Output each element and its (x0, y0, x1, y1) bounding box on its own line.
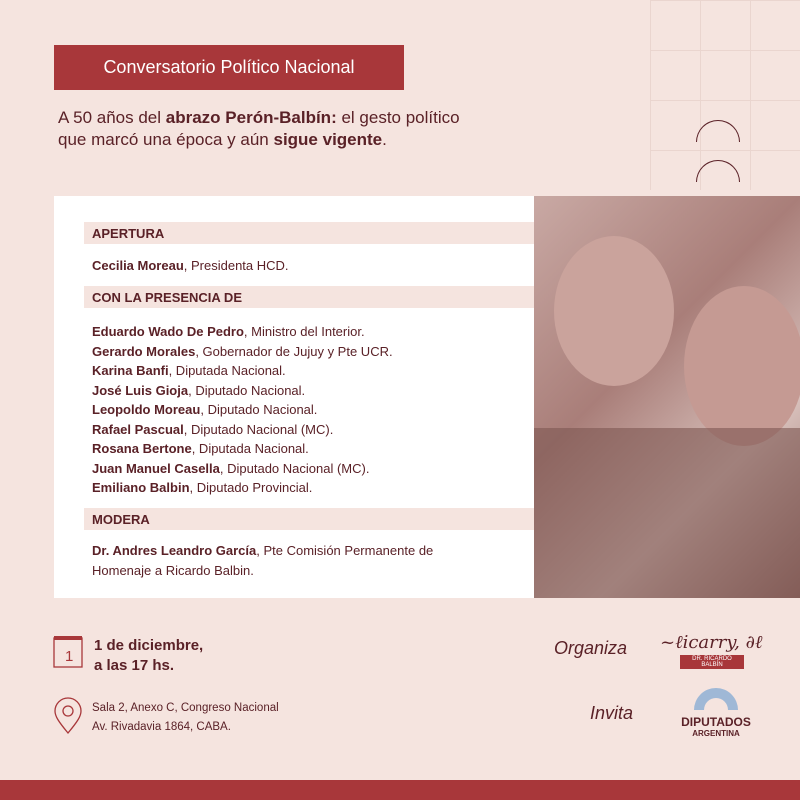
list-item: Leopoldo Moreau, Diputado Nacional. (92, 402, 318, 417)
list-item: Rafael Pascual, Diputado Nacional (MC). (92, 421, 334, 437)
event-subtitle: A 50 años del abrazo Perón-Balbín: el gesto político que marcó una época y aún sigue vigente. (58, 108, 460, 149)
event-date: 1 de diciembre, a las 17 hs. (94, 637, 204, 674)
event-title-badge: Conversatorio Político Nacional (54, 45, 404, 90)
balbin-logo: ~ℓicarry, ∂ℓ DR. RICARDO BALBÍN (660, 632, 763, 668)
list-item: Gerardo Morales, Gobernador de Jujuy y Pte UCR. (92, 343, 393, 359)
footer-bar (0, 780, 800, 800)
list-item: José Luis Gioja, Diputado Nacional. (92, 382, 306, 398)
section-modera: MODERA (84, 508, 534, 530)
invita-label: Invita (590, 703, 634, 723)
svg-text:1: 1 (65, 648, 74, 665)
diputados-logo: DIPUTADOS ARGENTINA (676, 686, 756, 738)
list-item: Juan Manuel Casella, Diputado Nacional (MC). (92, 460, 370, 476)
section-presencia: CON LA PRESENCIA DE (84, 286, 534, 308)
presencia-list (92, 322, 393, 498)
list-item: Eduardo Wado De Pedro, Ministro del Interior. (92, 324, 365, 339)
list-item: Rosana Bertone, Diputada Nacional. (92, 441, 309, 456)
historic-photo (534, 196, 800, 598)
apertura-list (92, 256, 289, 276)
list-item: Karina Banfi, Diputada Nacional. (92, 363, 286, 378)
list-item: Emiliano Balbin, Diputado Provincial. (92, 480, 313, 495)
list-item: Cecilia Moreau, Presidenta HCD. (92, 258, 289, 273)
hemicycle-icon (691, 686, 741, 710)
organiza-label: Organiza (554, 638, 628, 658)
location-pin-icon (53, 697, 83, 735)
calendar-icon (53, 633, 85, 669)
section-apertura: APERTURA (84, 222, 534, 244)
event-address: Sala 2, Anexo C, Congreso Nacional Av. Rivadavia 1864, CABA. (92, 702, 279, 733)
modera-text: Dr. Andres Leandro García, Pte Comisión Permanente de Homenaje a Ricardo Balbin. (92, 543, 434, 578)
